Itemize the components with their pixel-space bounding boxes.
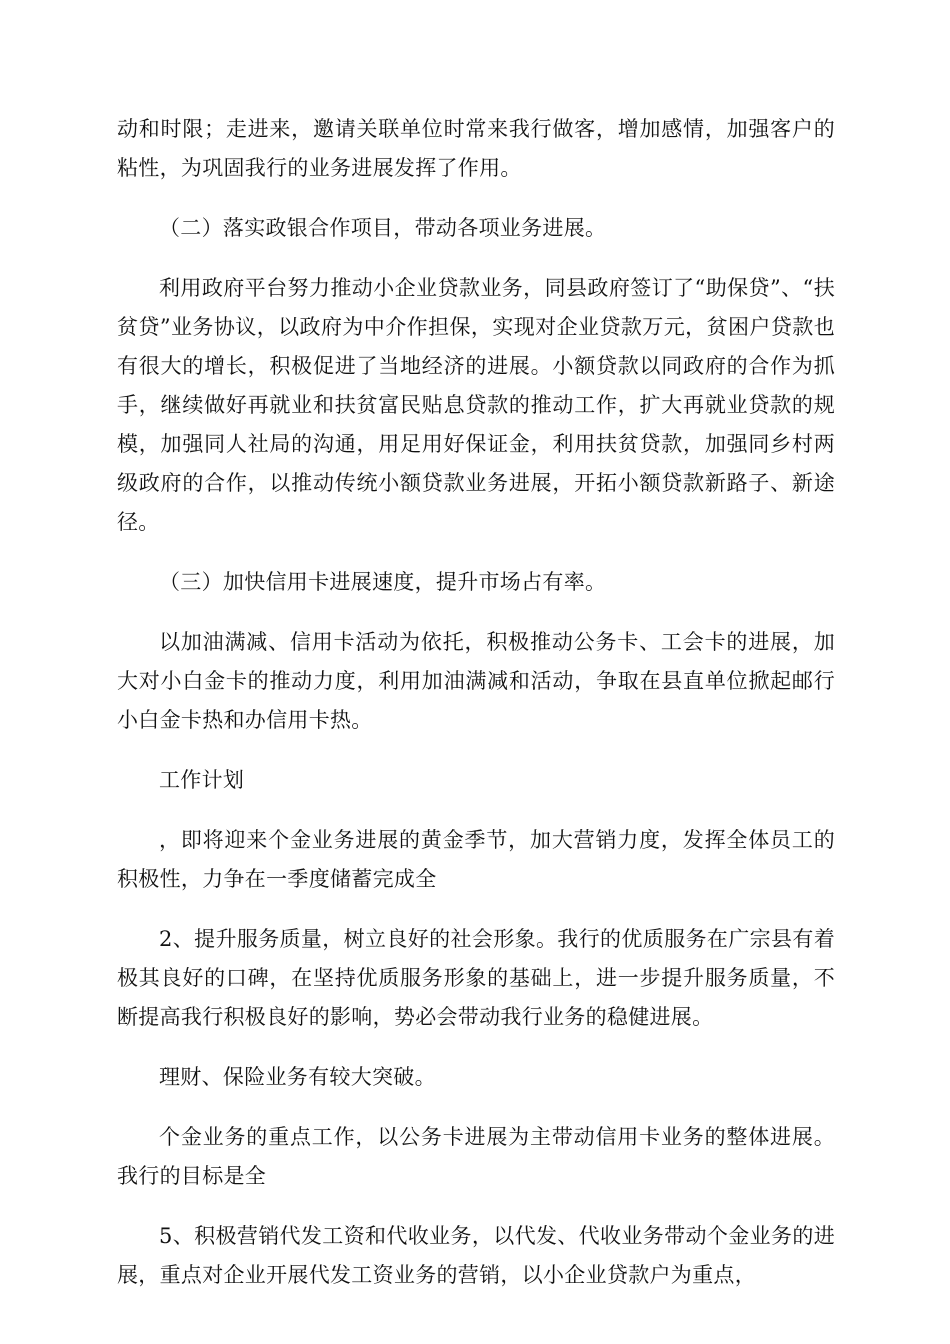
paragraph-continuation: 动和时限；走进来，邀请关联单位时常来我行做客，增加感情，加强客户的粘性，为巩固我行的业务进展发挥了作用。 — [117, 117, 835, 180]
section-heading-2: （二）落实政银合作项目，带动各项业务进展。 — [159, 216, 607, 240]
document-body — [117, 110, 835, 1316]
paragraph-plan-4: 个金业务的重点工作，以公务卡进展为主带动信用卡业务的整体进展。我行的目标是全 — [117, 1125, 835, 1188]
section-heading-work-plan: 工作计划 — [159, 768, 245, 792]
paragraph-credit-card: 以加油满减、信用卡活动为依托，积极推动公务卡、工会卡的进展，加大对小白金卡的推动力度，利用加油满减和活动，争取在县直单位掀起邮行小白金卡热和办信用卡热。 — [117, 630, 835, 732]
paragraph-plan-3: 理财、保险业务有较大突破。 — [159, 1065, 436, 1089]
section-heading-3: （三）加快信用卡进展速度，提升市场占有率。 — [159, 570, 607, 594]
paragraph-plan-5: 5、积极营销代发工资和代收业务，以代发、代收业务带动个金业务的进展，重点对企业开展代发工资业务的营销，以小企业贷款户为重点， — [117, 1224, 835, 1287]
paragraph-gov-bank-cooperation: 利用政府平台努力推动小企业贷款业务，同县政府签订了“助保贷”、“扶贫贷”业务协议，以政府为中介作担保，实现对企业贷款万元，贫困户贷款也有很大的增长，积极促进了当地经济的进展。小额贷款以同政府的合作为抓手，继续做好再就业和扶贫富民贴息贷款的推动工作，扩大再就业贷款的规模，加强同人社局的沟通，用足用好保证金，利用扶贫贷款，加强同乡村两级政府的合作，以推动传统小额贷款业务进展，开拓小额贷款新路子、新途径。 — [117, 276, 835, 534]
paragraph-plan-2: 2、提升服务质量，树立良好的社会形象。我行的优质服务在广宗县有着极其良好的口碑，在坚持优质服务形象的基础上，进一步提升服务质量，不断提高我行积极良好的影响，势必会带动我行业务的稳健进展。 — [117, 927, 835, 1029]
paragraph-plan-1: ，即将迎来个金业务进展的黄金季节，加大营销力度，发挥全体员工的积极性，力争在一季度储蓄完成全 — [117, 828, 835, 891]
